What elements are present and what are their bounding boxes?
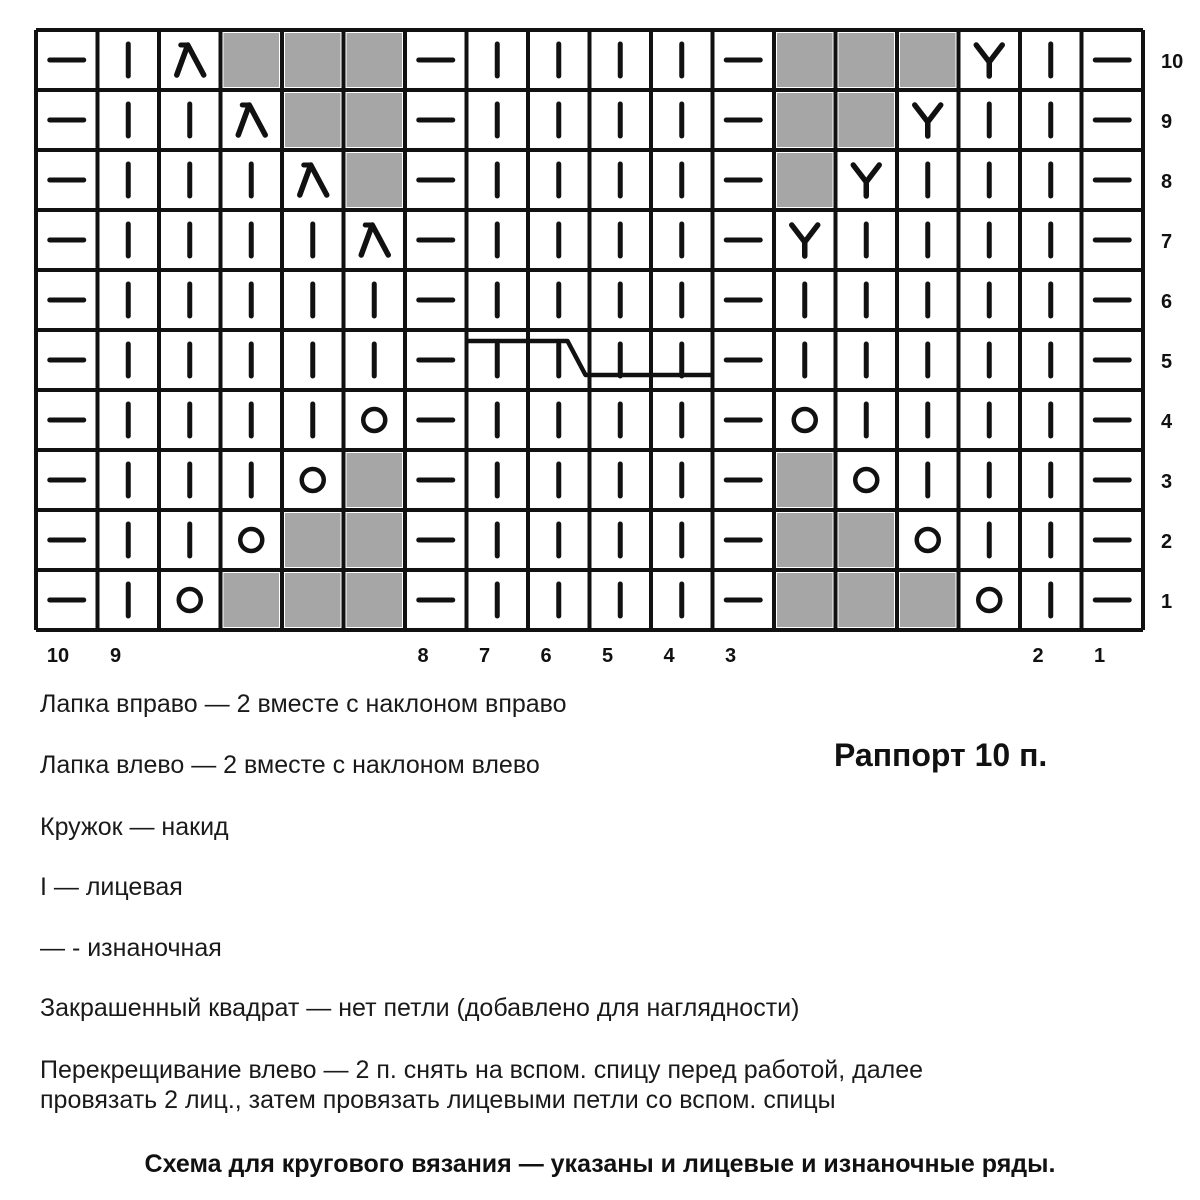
row-number-label: 1 <box>1161 591 1173 613</box>
row-number-label: 10 <box>1161 51 1184 73</box>
stitch-number-label: 3 <box>724 645 737 667</box>
stitch-number-label: 9 <box>109 645 122 667</box>
legend-left-decrease: Лапка влево — 2 вместе с наклоном влево <box>40 751 540 779</box>
no-stitch-square <box>285 513 341 567</box>
stitch-number-label: 4 <box>663 645 675 667</box>
no-stitch-square <box>839 33 895 87</box>
no-stitch-square <box>777 453 833 507</box>
stitch-number-label: 1 <box>1093 645 1106 667</box>
legend-purl: — - изнаночная <box>40 934 222 962</box>
circular-knitting-note: Схема для кругового вязания — указаны и лицевые и изнаночные ряды. <box>144 1150 1056 1178</box>
row-number-label: 5 <box>1161 351 1173 373</box>
legend-cable-line-1: Перекрещивание влево — 2 п. снять на вспом. спицу перед работой, далее <box>40 1056 923 1084</box>
no-stitch-square <box>839 93 895 147</box>
legend-right-decrease: Лапка вправо — 2 вместе с наклоном вправо <box>40 690 567 718</box>
no-stitch-square <box>347 513 403 567</box>
no-stitch-square <box>347 93 403 147</box>
no-stitch-square <box>777 33 833 87</box>
stitch-number-label: 6 <box>540 645 552 667</box>
no-stitch-square <box>777 153 833 207</box>
no-stitch-square <box>285 573 341 627</box>
no-stitch-square <box>900 573 956 627</box>
no-stitch-square <box>285 93 341 147</box>
row-number-label: 6 <box>1161 291 1173 313</box>
stitch-number-label: 8 <box>417 645 429 667</box>
no-stitch-square <box>839 573 895 627</box>
no-stitch-square <box>224 573 280 627</box>
repeat-label: Раппорт 10 п. <box>834 737 1048 773</box>
row-number-label: 7 <box>1161 231 1173 253</box>
no-stitch-square <box>347 453 403 507</box>
legend-knit: I — лицевая <box>40 873 183 901</box>
no-stitch-square <box>839 513 895 567</box>
no-stitch-square <box>224 33 280 87</box>
row-number-label: 8 <box>1161 171 1173 193</box>
stitch-number-label: 5 <box>601 645 614 667</box>
row-number-label: 3 <box>1161 471 1173 493</box>
no-stitch-square <box>777 573 833 627</box>
stitch-number-label: 7 <box>478 645 491 667</box>
no-stitch-square <box>777 513 833 567</box>
no-stitch-square <box>900 33 956 87</box>
row-number-label: 9 <box>1161 111 1173 133</box>
stitch-number-label: 10 <box>46 645 70 667</box>
row-number-label: 4 <box>1161 411 1173 433</box>
no-stitch-square <box>347 153 403 207</box>
legend-no-stitch: Закрашенный квадрат — нет петли (добавлено для наглядности) <box>40 994 800 1022</box>
legend-cable-line-2: провязать 2 лиц., затем провязать лицевыми петли со вспом. спицы <box>40 1086 836 1114</box>
row-number-labels <box>1161 51 1183 613</box>
no-stitch-square <box>285 33 341 87</box>
no-stitch-square <box>347 33 403 87</box>
legend-yarn-over: Кружок — накид <box>40 813 229 841</box>
legend-cable <box>40 1055 923 1115</box>
no-stitch-square <box>777 93 833 147</box>
column-number-labels <box>47 645 1105 667</box>
stitch-number-label: 2 <box>1032 645 1044 667</box>
no-stitch-square <box>347 573 403 627</box>
row-number-label: 2 <box>1161 531 1173 553</box>
